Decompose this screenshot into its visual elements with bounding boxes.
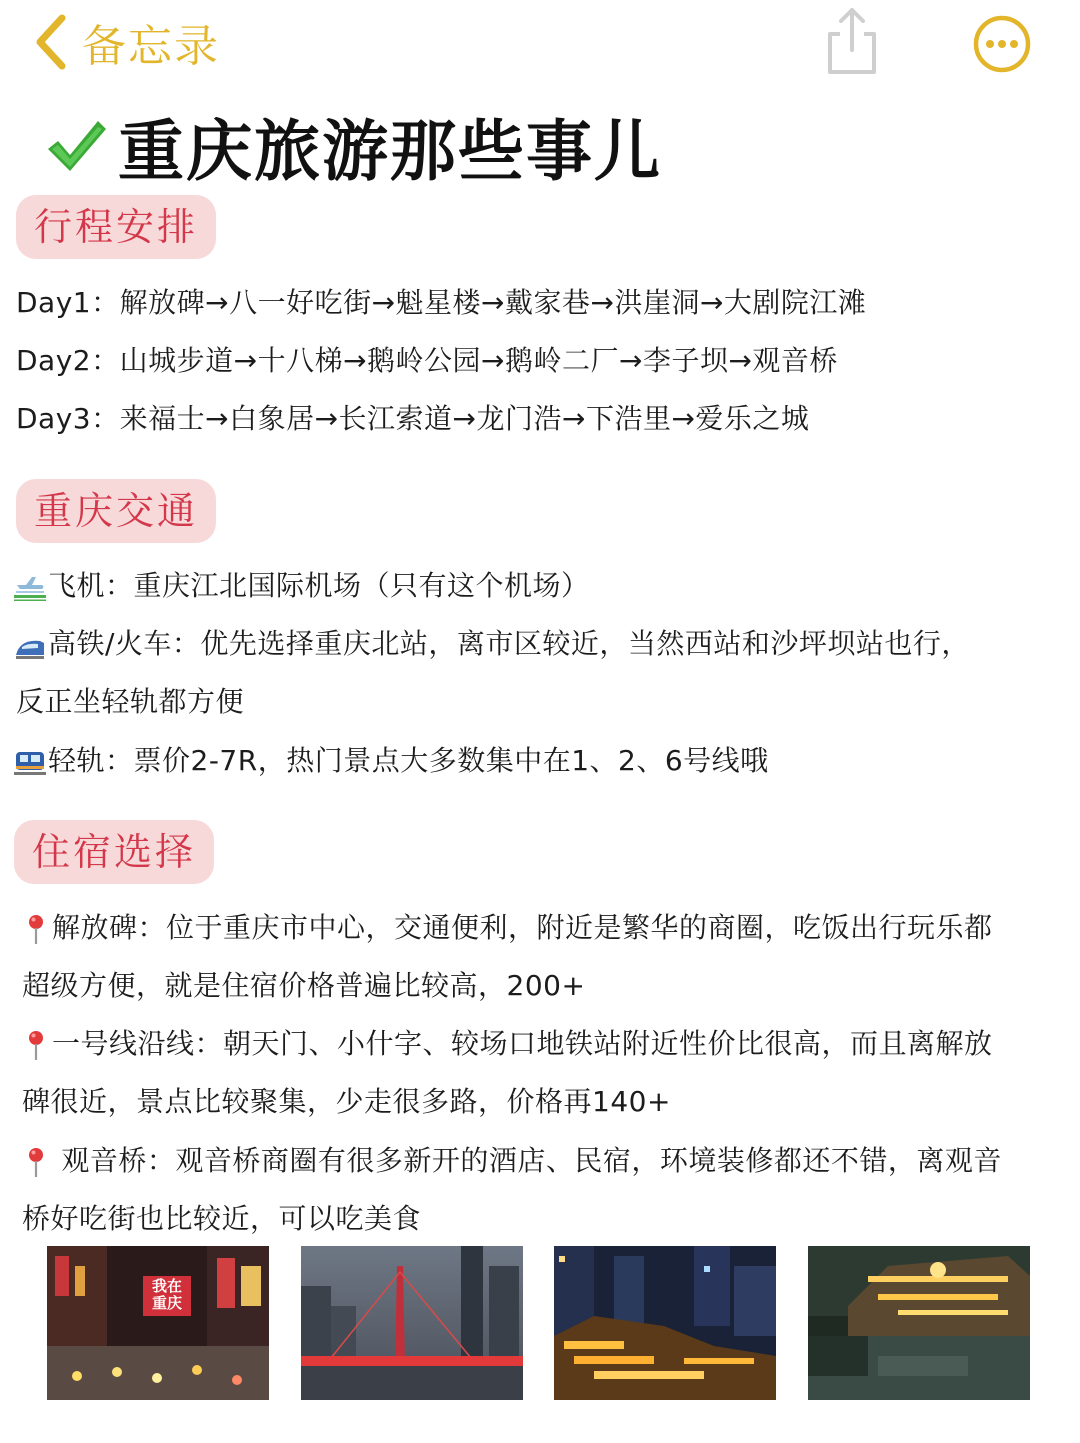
lodging-jiefangbei-continued: 超级方便，就是住宿价格普遍比较高，200+ xyxy=(22,969,586,1002)
lodging-line1-continued: 碑很近，景点比较聚集，少走很多路，价格再140+ xyxy=(22,1085,671,1118)
jiefangbei-street-photo[interactable] xyxy=(47,1246,269,1400)
top-bar xyxy=(0,0,1080,90)
lodging-jiefangbei-text: 解放碑：位于重庆市中心，交通便利，附近是繁华的商圈，吃饭出行玩乐都 xyxy=(52,911,993,944)
back-button[interactable] xyxy=(34,14,220,70)
lodging-line1-text: 一号线沿线：朝天门、小什字、较场口地铁站附近性价比很高，而且离解放 xyxy=(52,1027,993,1060)
qiansimen-bridge-photo[interactable] xyxy=(301,1246,523,1400)
transport-train-continued: 反正坐轻轨都方便 xyxy=(16,685,245,718)
transport-plane-line xyxy=(14,564,590,604)
round-pushpin-icon xyxy=(22,913,50,945)
lodging-jiefangbei-line xyxy=(22,906,993,946)
lodging-guanyinqiao-continued: 桥好吃街也比较近，可以吃美食 xyxy=(22,1202,422,1235)
share-button[interactable] xyxy=(822,6,882,80)
more-button[interactable] xyxy=(972,14,1032,78)
transport-plane-text: 飞机：重庆江北国际机场（只有这个机场） xyxy=(48,569,590,602)
lodging-guanyinqiao-text: 观音桥：观音桥商圈有很多新开的酒店、民宿，环境装修都还不错，离观音 xyxy=(52,1144,1002,1177)
hongyadong-night-photo[interactable] xyxy=(554,1246,776,1400)
section-heading-itinerary: 行程安排 xyxy=(16,195,216,259)
itinerary-day2: Day2：山城步道→十八梯→鹅岭公园→鹅岭二厂→李子坝→观音桥 xyxy=(16,344,838,377)
transport-metro-line xyxy=(14,739,769,779)
bullet-train-icon xyxy=(14,629,46,661)
transport-train-line xyxy=(14,622,970,662)
round-pushpin-icon xyxy=(22,1029,50,1061)
check-mark-icon xyxy=(44,115,108,175)
section-heading-transport: 重庆交通 xyxy=(16,479,216,543)
transport-metro-text: 轻轨：票价2-7R，热门景点大多数集中在1、2、6号线哦 xyxy=(48,744,769,777)
chevron-left-icon xyxy=(34,14,68,70)
itinerary-day3: Day3：来福士→白象居→长江索道→龙门浩→下浩里→爱乐之城 xyxy=(16,402,810,435)
airplane-icon xyxy=(14,571,46,603)
lodging-guanyinqiao-line xyxy=(22,1139,1002,1179)
back-label: 备忘录 xyxy=(82,21,220,72)
photo-sign-text: 我在重庆 xyxy=(151,1277,182,1312)
share-icon xyxy=(822,6,882,76)
transport-train-text: 高铁/火车：优先选择重庆北站，离市区较近，当然西站和沙坪坝站也行， xyxy=(48,627,970,660)
round-pushpin-icon xyxy=(22,1146,50,1178)
itinerary-day1: Day1：解放碑→八一好吃街→魁星楼→戴家巷→洪崖洞→大剧院江滩 xyxy=(16,286,867,319)
note-title xyxy=(44,100,662,190)
light-rail-icon xyxy=(14,746,46,778)
more-icon xyxy=(972,14,1032,74)
lodging-line1-line xyxy=(22,1022,993,1062)
riverside-night-photo[interactable] xyxy=(808,1246,1030,1400)
section-heading-lodging: 住宿选择 xyxy=(14,820,214,884)
page-title: 重庆旅游那些事儿 xyxy=(118,112,662,190)
